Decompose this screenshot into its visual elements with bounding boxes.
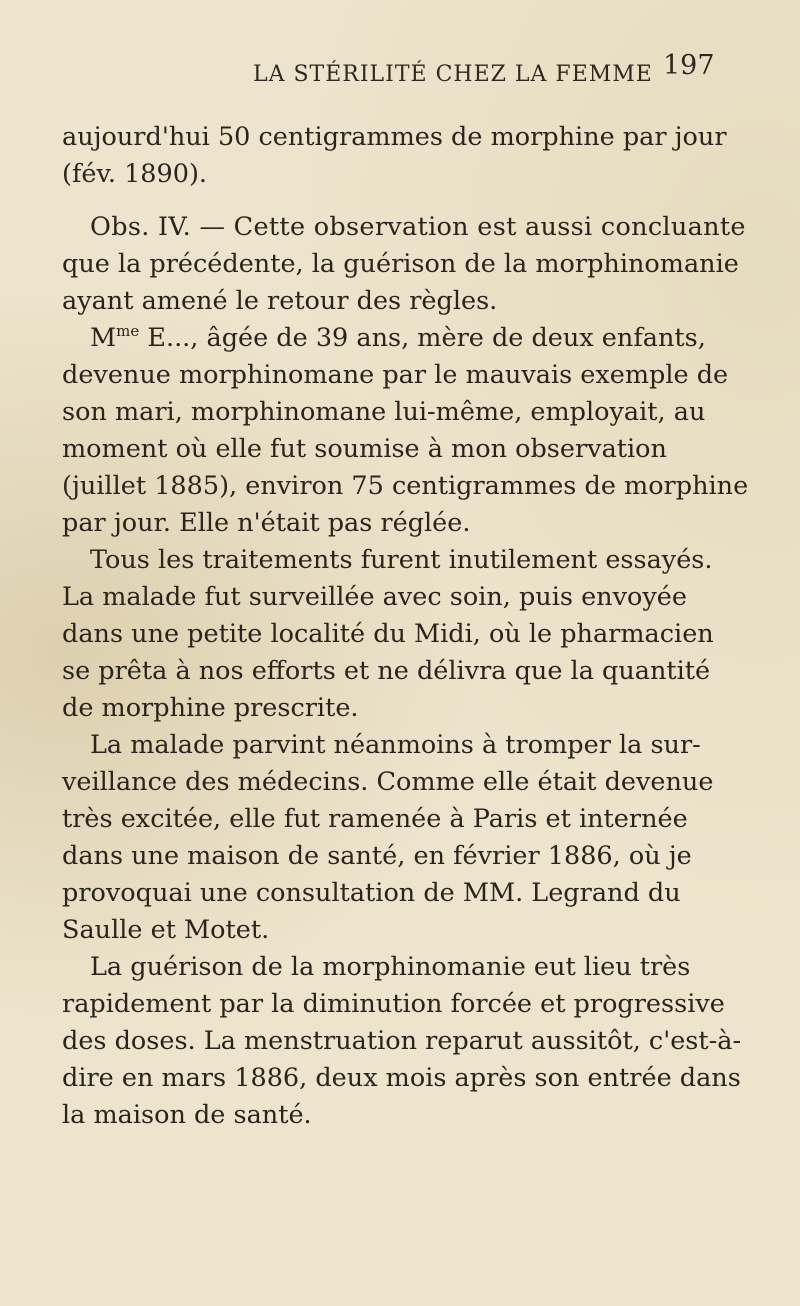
text-line: E..., âgée de 39 ans, mère de deux enfants,: [147, 323, 706, 353]
patient-intro-line: [90, 321, 706, 355]
text-line: La malade fut surveillée avec soin, puis envoyée: [62, 582, 687, 612]
running-title: LA STÉRILITÉ CHEZ LA FEMME: [253, 62, 653, 87]
text-line: moment où elle fut soumise à mon observation: [62, 434, 667, 464]
text-line: La guérison de la morphinomanie eut lieu très: [90, 952, 691, 982]
text-line: La malade parvint néanmoins à tromper la sur-: [90, 730, 701, 760]
text-line: provoquai une consultation de MM. Legrand du: [62, 878, 681, 908]
text-line: des doses. La menstruation reparut aussitôt, c'est-à-: [62, 1026, 742, 1056]
body-text: [0, 120, 800, 1306]
text-line: dans une maison de santé, en février 1886, où je: [62, 841, 692, 871]
text-line: Tous les traitements furent inutilement essayés.: [90, 545, 713, 575]
text-line: devenue morphinomane par le mauvais exemple de: [62, 360, 729, 390]
text-line: de morphine prescrite.: [62, 693, 359, 723]
page-number: 197: [663, 50, 715, 81]
text-line: (fév. 1890).: [62, 159, 208, 189]
text-line: rapidement par la diminution forcée et progressive: [62, 989, 725, 1019]
text-line: aujourd'hui 50 centigrammes de morphine par jour: [62, 122, 727, 152]
text-line: la maison de santé.: [62, 1100, 312, 1130]
text-line: ayant amené le retour des règles.: [62, 286, 498, 316]
text-line: se prêta à nos efforts et ne délivra que la quantité: [62, 656, 711, 686]
text-line: par jour. Elle n'était pas réglée.: [62, 508, 471, 538]
text-line: Saulle et Motet.: [62, 915, 270, 945]
text-line: veillance des médecins. Comme elle était devenue: [62, 767, 714, 797]
text-line: très excitée, elle fut ramenée à Paris et internée: [62, 804, 688, 834]
text-line: (juillet 1885), environ 75 centigrammes de morphine: [62, 471, 749, 501]
text-line: son mari, morphinomane lui-même, employait, au: [62, 397, 706, 427]
text-line: que la précédente, la guérison de la morphinomanie: [62, 249, 739, 279]
text-line: dire en mars 1886, deux mois après son entrée dans: [62, 1063, 741, 1093]
madame-superscript: me: [116, 322, 140, 340]
text-line: dans une petite localité du Midi, où le pharmacien: [62, 619, 714, 649]
observation-heading: Obs. IV. — Cette observation est aussi concluante: [90, 212, 746, 242]
madame-abbrev: M: [90, 323, 117, 353]
